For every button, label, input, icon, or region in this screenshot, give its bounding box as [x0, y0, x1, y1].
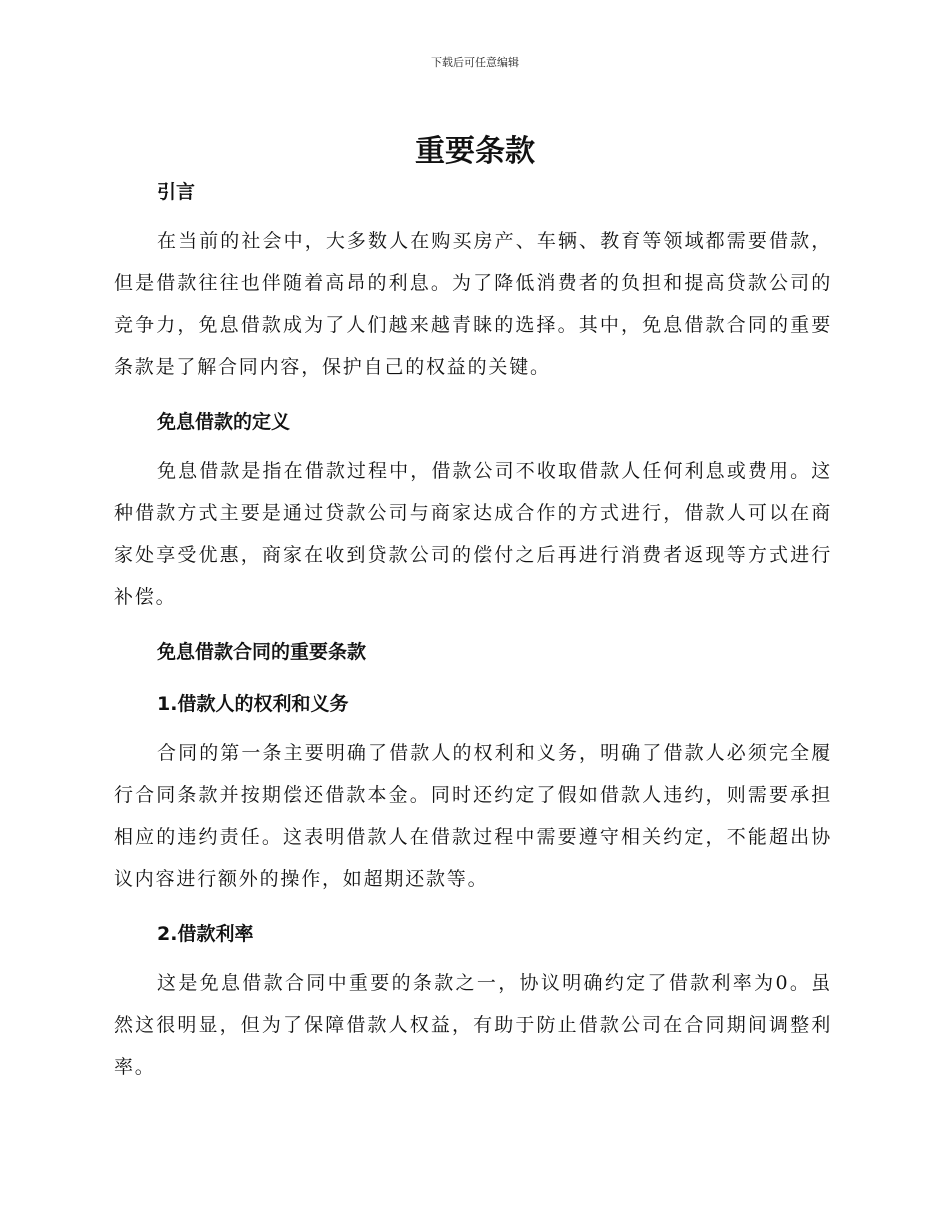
section-heading-key-terms: 免息借款合同的重要条款	[157, 641, 367, 663]
section-paragraph-interest-rate: 这是免息借款合同中重要的条款之一，协议明确约定了借款利率为0。虽然这很明显，但为了保障借款人权益，有助于防止借款公司在合同期间调整利率。	[114, 972, 832, 1078]
section-heading-definition: 免息借款的定义	[157, 411, 291, 433]
document-title: 重要条款	[415, 134, 535, 169]
section-heading-interest-rate: 2.借款利率	[157, 923, 254, 945]
section-heading-intro: 引言	[157, 181, 196, 203]
section-paragraph-definition: 免息借款是指在借款过程中，借款公司不收取借款人任何利息或费用。这种借款方式主要是通过贷款公司与商家达成合作的方式进行，借款人可以在商家处享受优惠，商家在收到贷款公司的偿付之后再进行消费者返现等方式进行补偿。	[114, 460, 832, 608]
section-paragraph-rights-obligations: 合同的第一条主要明确了借款人的权利和义务，明确了借款人必须完全履行合同条款并按期偿还借款本金。同时还约定了假如借款人违约，则需要承担相应的违约责任。这表明借款人在借款过程中需要遵守相关约定，不能超出协议内容进行额外的操作，如超期还款等。	[114, 742, 832, 890]
section-heading-rights-obligations: 1.借款人的权利和义务	[157, 693, 349, 715]
section-paragraph-intro: 在当前的社会中，大多数人在购买房产、车辆、教育等领域都需要借款，但是借款往往也伴随着高昂的利息。为了降低消费者的负担和提高贷款公司的竞争力，免息借款成为了人们越来越青睐的选择。其中，免息借款合同的重要条款是了解合同内容，保护自己的权益的关键。	[114, 230, 832, 378]
page-header: 下载后可任意编辑	[431, 56, 519, 69]
document-body	[114, 174, 832, 1088]
